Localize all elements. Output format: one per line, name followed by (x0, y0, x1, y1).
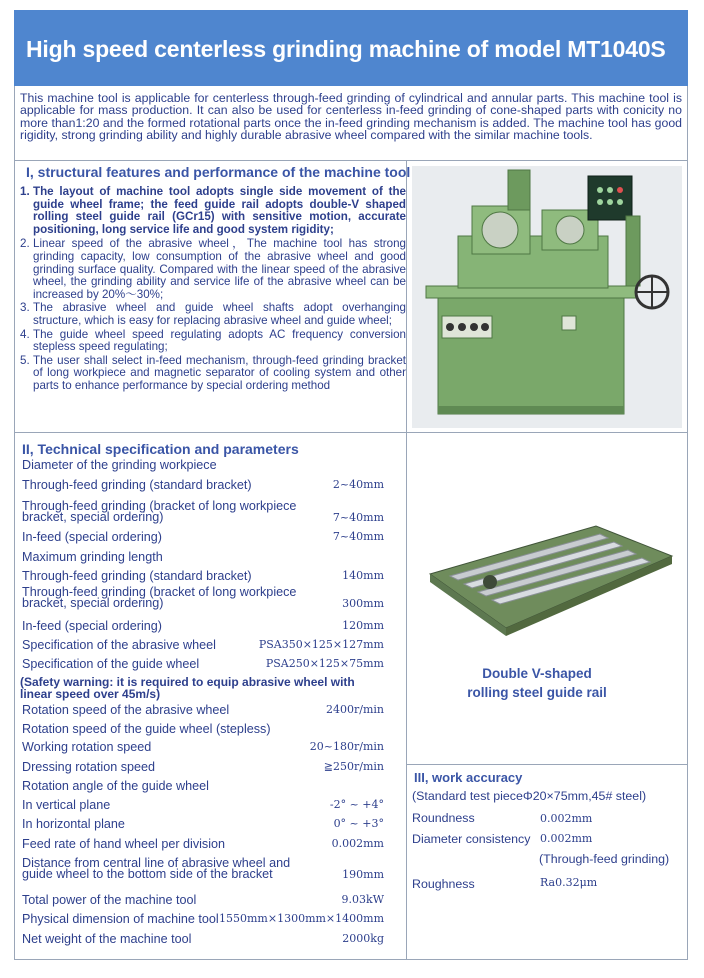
spec-value: 120mm (342, 619, 384, 632)
spec-value: 1550mm×1300mm×1400mm (219, 912, 384, 925)
spec-value: -2° ~ +4° (329, 798, 384, 811)
spec-label: Diameter of the grinding workpiece (22, 458, 217, 472)
diameter-note: (Through-feed grinding) (539, 852, 670, 866)
spec-value: 2~40mm (332, 478, 384, 491)
roughness-label: Roughness (412, 877, 475, 891)
specs-title: II, Technical specification and parameters (22, 441, 299, 457)
spec-label: Through-feed grinding (bracket of long workpiece bracket, special ordering) (22, 499, 297, 524)
spec-value: 2400r/min (326, 703, 384, 716)
spec-value: 0.002mm (331, 837, 384, 850)
spec-label: Physical dimension of machine tool (22, 912, 219, 926)
intro-paragraph: This machine tool is applicable for centerless through-feed grinding of cylindrical and annular parts. This machine tool is applicable for mass production. It can also be used for centerless in-feed grinding of cone-shaped parts with conicity no more than1:20 and the formed rotational parts once the in-feed grinding mechanism is added. The machine tool has good rigidity, strong grinding ability and highly durable abrasive wheel compared with the similar machine tools. (20, 91, 682, 142)
spec-label: Rotation speed of the guide wheel (stepless) (22, 722, 271, 736)
accuracy-condition: (Standard test pieceΦ20×75mm,45# steel) (412, 789, 647, 803)
roundness-label: Roundness (412, 811, 475, 825)
spec-value: PSA350×125×127mm (258, 638, 384, 651)
spec-label: Specification of the abrasive wheel (22, 638, 216, 652)
spec-label: Total power of the machine tool (22, 893, 197, 907)
spec-value: 7~40mm (332, 511, 384, 524)
diameter-label: Diameter consistency (412, 832, 531, 846)
feature-item: 1. The layout of machine tool adopts single side movement of the guide wheel frame; the feed guide rail adopts double-V shaped rolling steel guide rail (GCr15) with sensitive motion, accurate positioning, long service life and good system rigidity; (20, 185, 406, 236)
machine-illustration (412, 166, 682, 428)
caption-line: rolling steel guide rail (467, 685, 607, 700)
spec-value: PSA250×125×75mm (265, 657, 384, 670)
spec-label: Rotation speed of the abrasive wheel (22, 703, 230, 717)
page-title: High speed centerless grinding machine of model MT1040S (14, 10, 688, 86)
spec-value: 2000kg (342, 932, 384, 945)
spec-label: In-feed (special ordering) (22, 619, 163, 633)
safety-warning: (Safety warning: it is required to equip abrasive wheel with linear speed over 45m/s) (20, 675, 355, 701)
guide-rail-caption (408, 664, 666, 702)
spec-label: Through-feed grinding (standard bracket) (22, 569, 252, 583)
spec-label: Dressing rotation speed (22, 760, 156, 774)
divider (406, 764, 688, 765)
spec-label: Through-feed grinding (bracket of long workpiece bracket, special ordering) (22, 585, 297, 610)
spec-label: In vertical plane (22, 798, 111, 812)
column-divider (406, 160, 407, 960)
divider (14, 160, 688, 161)
divider (14, 432, 688, 433)
guide-rail-illustration (420, 518, 676, 638)
spec-value: 190mm (342, 868, 384, 881)
spec-value: 140mm (342, 569, 384, 582)
spec-value: 20~180r/min (309, 740, 384, 753)
features-list (20, 186, 406, 393)
accuracy-title: III, work accuracy (414, 770, 523, 785)
diameter-value: 0.002mm (540, 832, 593, 845)
spec-label: Working rotation speed (22, 740, 152, 754)
spec-value: 300mm (342, 597, 384, 610)
spec-label: Feed rate of hand wheel per division (22, 837, 226, 851)
spec-value: 7~40mm (332, 530, 384, 543)
roughness-value: Ra0.32μm (540, 876, 598, 889)
feature-item: 5. The user shall select in-feed mechanism, through-feed grinding bracket of long workpiece and magnetic separator of cooling system and other parts to enhance performance by special ordering method (20, 353, 406, 392)
spec-label: Maximum grinding length (22, 550, 163, 564)
spec-value: 0° ~ +3° (333, 817, 384, 830)
spec-value: 9.03kW (341, 893, 384, 906)
spec-label: In horizontal plane (22, 817, 125, 831)
spec-label: Specification of the guide wheel (22, 657, 200, 671)
feature-item: 4. The guide wheel speed regulating adopts AC frequency conversion stepless speed regulating; (20, 327, 406, 354)
feature-item: 3. The abrasive wheel and guide wheel shafts adopt overhanging structure, which is easy for replacing abrasive wheel and guide wheel; (20, 301, 406, 327)
spec-label: In-feed (special ordering) (22, 530, 163, 544)
spec-value: ≧250r/min (323, 760, 384, 773)
roundness-value: 0.002mm (540, 812, 593, 825)
features-title: I, structural features and performance of the machine tool (26, 164, 411, 180)
feature-item: 2. Linear speed of the abrasive wheel，The machine tool has strong grinding capacity, low consumption of the abrasive wheel and good grinding surface quality. Compared with the linear speed of the abrasive wheel, the grinding ability and service life of the abrasive wheel can be increased by 20%～30%; (20, 237, 406, 301)
spec-label: Through-feed grinding (standard bracket) (22, 478, 252, 492)
spec-label: Net weight of the machine tool (22, 932, 192, 946)
spec-label: Distance from central line of abrasive wheel and guide wheel to the bottom side of the bracket (22, 856, 291, 881)
caption-line: Double V-shaped (482, 666, 592, 681)
spec-label: Rotation angle of the guide wheel (22, 779, 209, 793)
